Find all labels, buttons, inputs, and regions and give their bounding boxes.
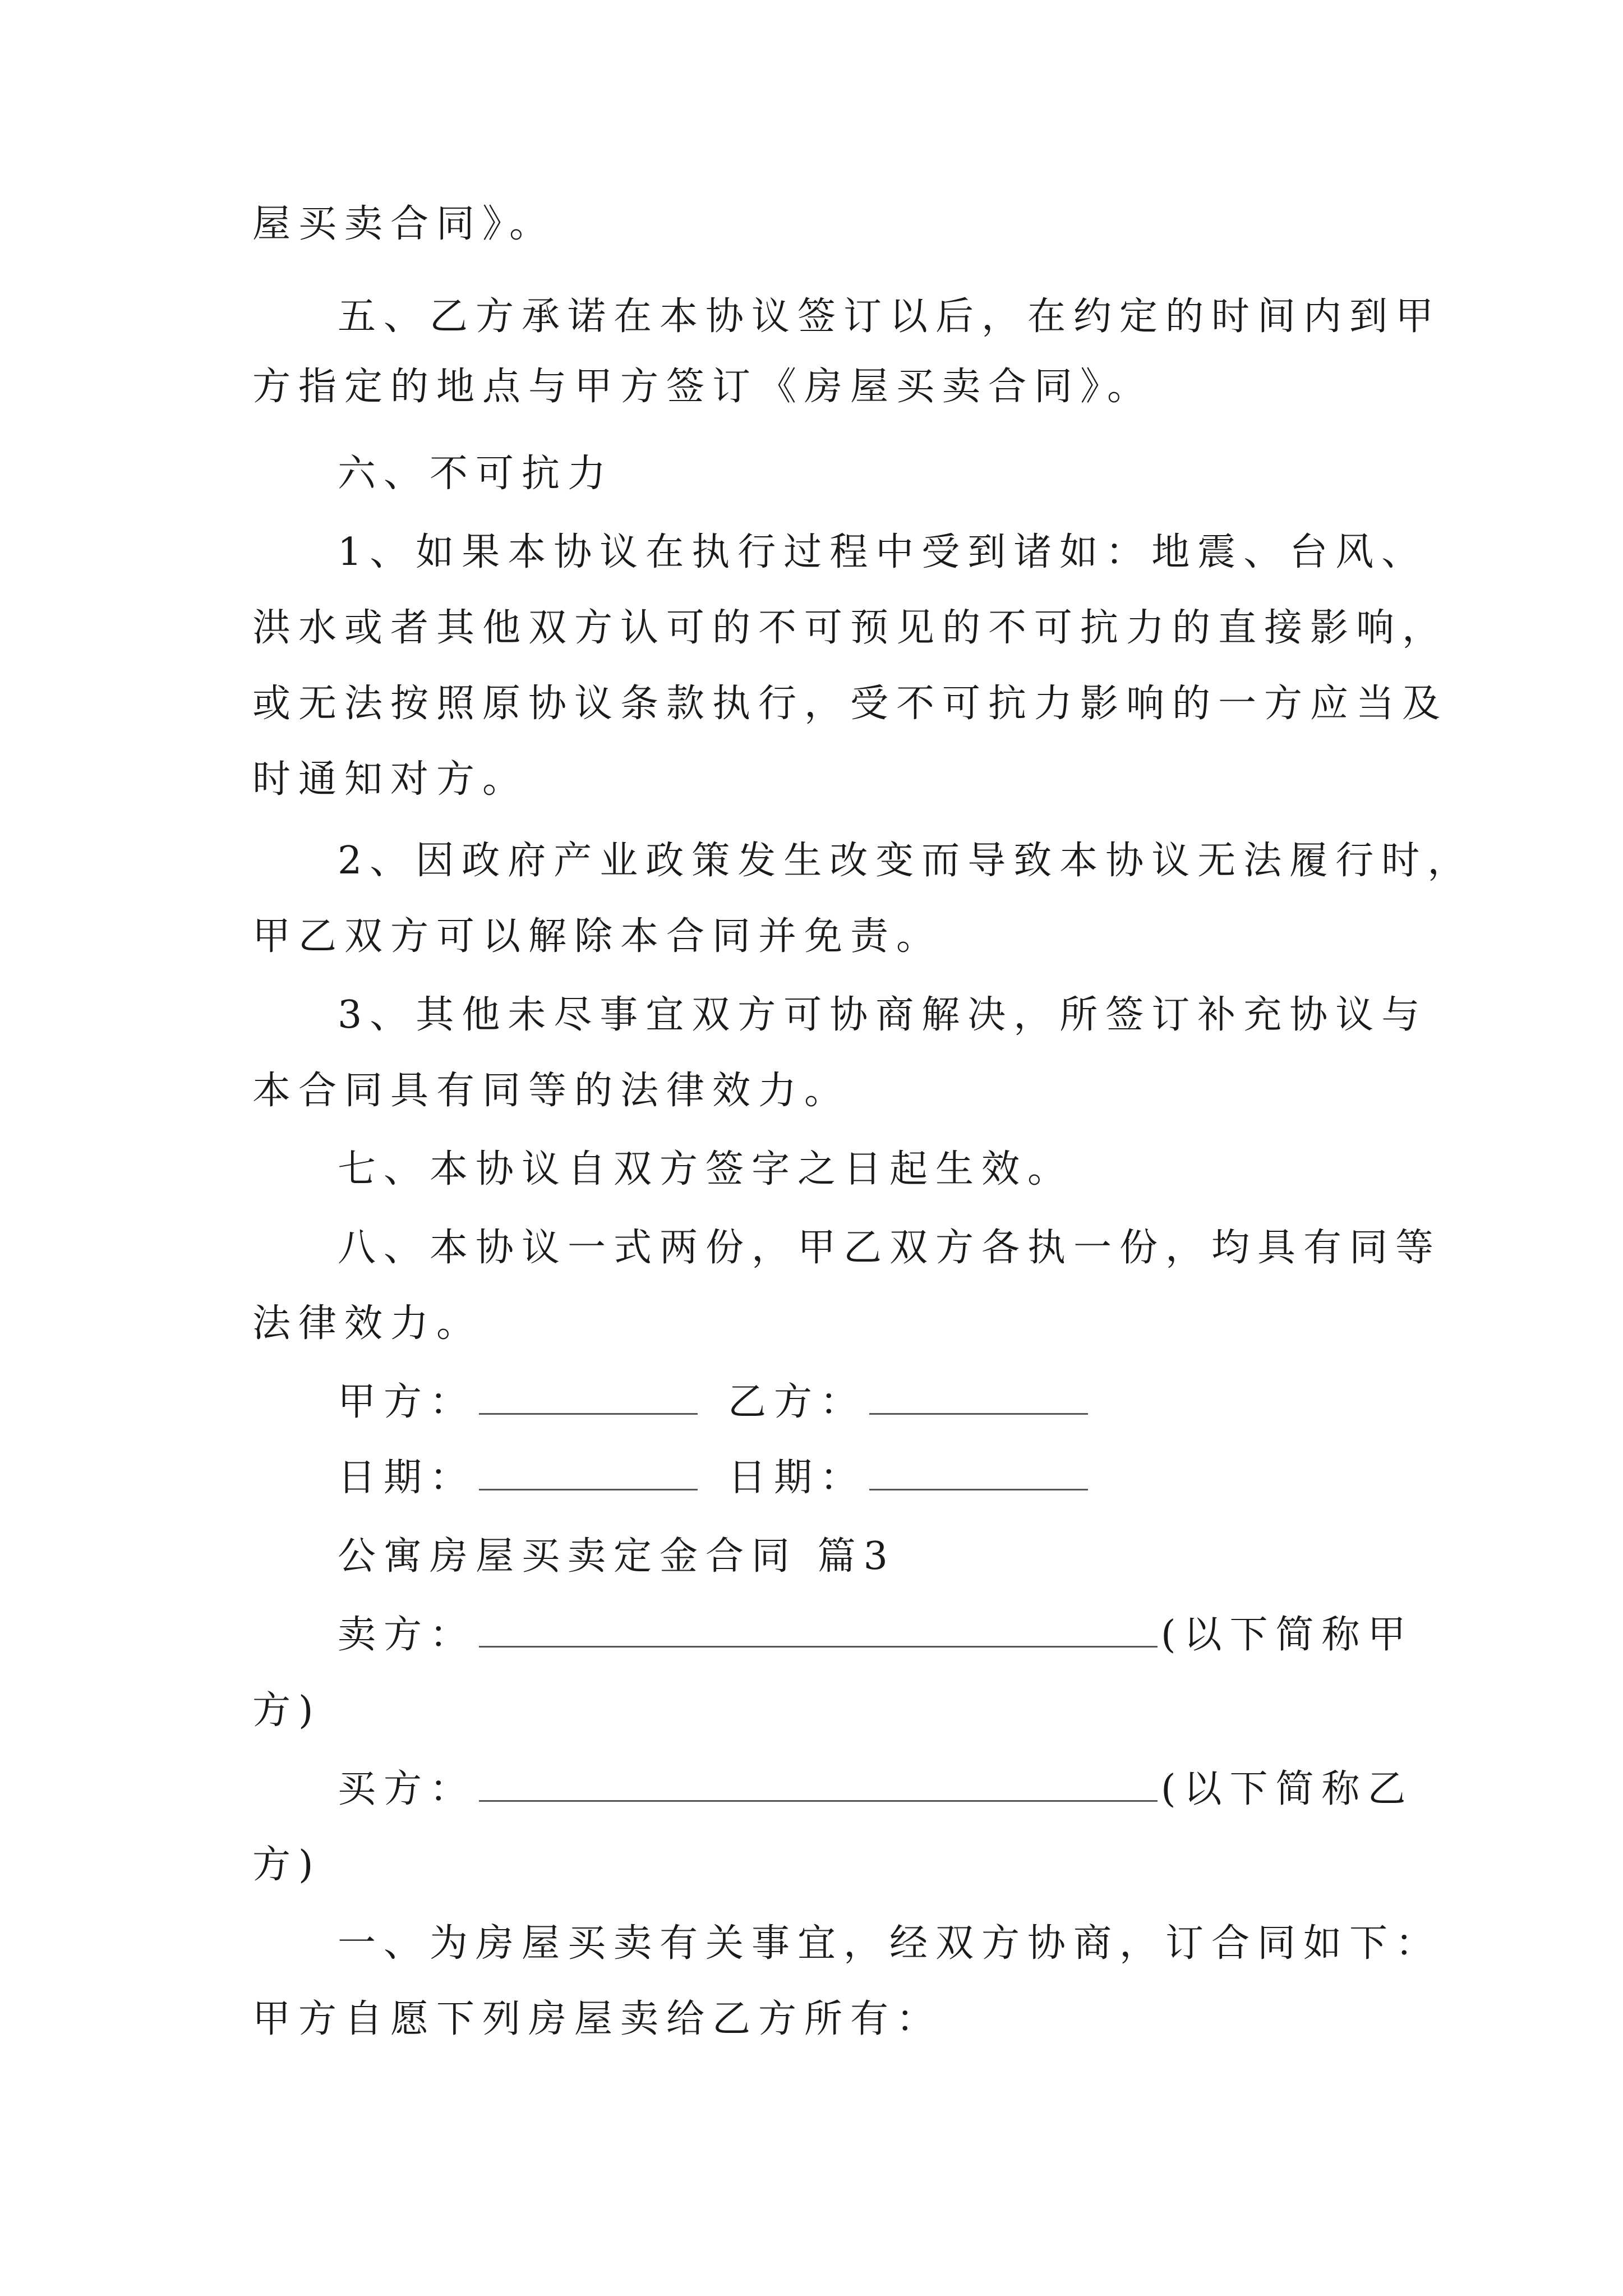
buyer-label: 买方： bbox=[338, 1767, 476, 1811]
section-title: 公寓房屋买卖定金合同 篇3 bbox=[338, 1534, 896, 1579]
seller-suffix: (以下简称甲 bbox=[1161, 1613, 1414, 1657]
clause-5-line-1: 五、乙方承诺在本协议签订以后，在约定的时间内到甲 bbox=[338, 295, 1442, 339]
party-a-blank bbox=[479, 1379, 698, 1415]
buyer-suffix: (以下简称乙 bbox=[1161, 1767, 1414, 1811]
seller-blank bbox=[479, 1612, 1158, 1648]
date-a-blank bbox=[479, 1455, 698, 1490]
party-a-label: 甲方： bbox=[338, 1380, 476, 1424]
clause-6-2-line-2: 甲乙双方可以解除本合同并免责。 bbox=[252, 914, 943, 959]
buyer-blank bbox=[479, 1766, 1158, 1802]
clause-6-1-line-4: 时通知对方。 bbox=[252, 757, 529, 802]
clause-8-line-2: 法律效力。 bbox=[252, 1301, 483, 1346]
clause-5-line-2: 方指定的地点与甲方签订《房屋买卖合同》。 bbox=[252, 365, 1154, 409]
clause-1-line-1: 一、为房屋买卖有关事宜，经双方协商，订合同如下： bbox=[338, 1921, 1442, 1966]
party-b-label: 乙方： bbox=[728, 1380, 866, 1424]
seller-label: 卖方： bbox=[338, 1613, 476, 1657]
clause-6-1-line-1: 1、如果本协议在执行过程中受到诸如：地震、台风、 bbox=[338, 530, 1428, 574]
seller-tail: 方) bbox=[252, 1688, 321, 1733]
clause-6-3-line-2: 本合同具有同等的法律效力。 bbox=[252, 1069, 851, 1113]
buyer-tail: 方) bbox=[252, 1843, 321, 1887]
date-row bbox=[338, 1444, 1091, 1512]
date-a-label: 日期： bbox=[338, 1456, 476, 1500]
clause-8-line-1: 八、本协议一式两份，甲乙双方各执一份，均具有同等 bbox=[338, 1226, 1442, 1270]
seller-row bbox=[338, 1602, 1414, 1669]
party-b-blank bbox=[869, 1379, 1088, 1415]
clause-6-3-line-1: 3、其他未尽事宜双方可协商解决，所签订补充协议与 bbox=[338, 993, 1428, 1037]
date-b-blank bbox=[869, 1455, 1088, 1490]
clause-1-line-2: 甲方自愿下列房屋卖给乙方所有： bbox=[252, 1997, 943, 2041]
clause-7: 七、本协议自双方签字之日起生效。 bbox=[338, 1147, 1074, 1191]
date-b-label: 日期： bbox=[728, 1456, 866, 1500]
clause-6-heading: 六、不可抗力 bbox=[338, 452, 614, 496]
clause-6-1-line-3: 或无法按照原协议条款执行，受不可抗力影响的一方应当及 bbox=[252, 682, 1449, 726]
text-line: 屋买卖合同》。 bbox=[252, 202, 556, 246]
buyer-row bbox=[338, 1756, 1414, 1823]
clause-6-1-line-2: 洪水或者其他双方认可的不可预见的不可抗力的直接影响， bbox=[252, 606, 1449, 650]
signature-row bbox=[338, 1369, 1091, 1436]
clause-6-2-line-1: 2、因政府产业政策发生改变而导致本协议无法履行时， bbox=[338, 839, 1474, 883]
